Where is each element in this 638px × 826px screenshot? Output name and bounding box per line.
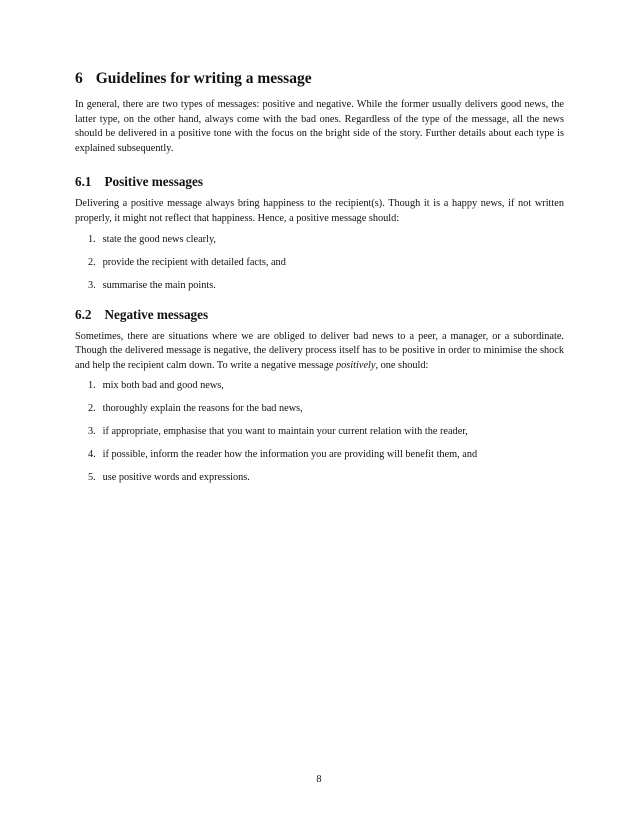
list-item	[88, 425, 564, 438]
list-item	[88, 402, 564, 415]
negative-guidelines-list	[75, 379, 564, 484]
list-item	[88, 279, 564, 292]
list-item-number: 2.	[88, 403, 96, 415]
page-number: 8	[316, 774, 322, 785]
list-item	[88, 471, 564, 484]
section-number: 6	[75, 70, 83, 87]
list-item-number: 2.	[88, 256, 96, 268]
subsection-heading-positive	[75, 174, 564, 190]
list-item	[88, 233, 564, 246]
list-item-number: 3.	[88, 426, 96, 438]
section-title: Guidelines for writing a message	[95, 70, 312, 87]
section-heading	[75, 70, 564, 88]
list-item-text: use positive words and expressions.	[102, 472, 250, 484]
subsection-number-negative: 6.2	[75, 306, 92, 322]
section-intro-paragraph: In general, there are two types of messages: positive and negative. While the former usually delivers good news, the latter type, on the other hand, always come with the bad ones. Regardless of the type of the message, all the news should be delivered in a positive tone with the focus on the bright side of the story. Further details about each type is explained subsequently.	[75, 99, 564, 154]
list-item-number: 1.	[88, 380, 96, 392]
list-item-number: 4.	[88, 449, 96, 461]
subsection-heading-negative	[75, 307, 564, 323]
list-item-number: 1.	[88, 233, 96, 245]
subsection-number-positive: 6.1	[75, 174, 92, 190]
list-item-number: 3.	[88, 279, 96, 291]
positive-intro-paragraph: Delivering a positive message always bring happiness to the recipient(s). Though it is a happy news, if not written properly, it might not reflect that happiness. Hence, a positive message should:	[75, 198, 564, 224]
subsection-title-negative: Negative messages	[104, 306, 209, 322]
negative-intro-text: Sometimes, there are situations where we are obliged to deliver bad news to a peer, a manager, or a subordinate. Though the delivered message is negative, the delivery process itself has to be positive in order to minimise the shock and help the recipient calm down. To write a negative message	[75, 330, 564, 371]
list-item-text: if possible, inform the reader how the information you are providing will benefit them, and	[102, 449, 478, 461]
list-item-text: if appropriate, emphasise that you want to maintain your current relation with the reader,	[102, 426, 468, 438]
list-item-text: mix both bad and good news,	[102, 380, 224, 392]
negative-intro-paragraph	[75, 330, 564, 374]
subsection-title-positive: Positive messages	[104, 174, 204, 190]
list-item	[88, 379, 564, 392]
list-item-text: thoroughly explain the reasons for the bad news,	[102, 403, 303, 415]
positive-guidelines-list	[75, 233, 564, 292]
list-item	[88, 448, 564, 461]
negative-intro-emphasis: positively	[336, 359, 376, 371]
page-content	[75, 70, 564, 494]
list-item-text: state the good news clearly,	[102, 233, 216, 245]
list-item-text: summarise the main points.	[102, 279, 216, 291]
list-item	[88, 256, 564, 269]
negative-intro-text-end: , one should:	[375, 359, 429, 371]
list-item-text: provide the recipient with detailed facts, and	[102, 256, 286, 268]
list-item-number: 5.	[88, 472, 96, 484]
